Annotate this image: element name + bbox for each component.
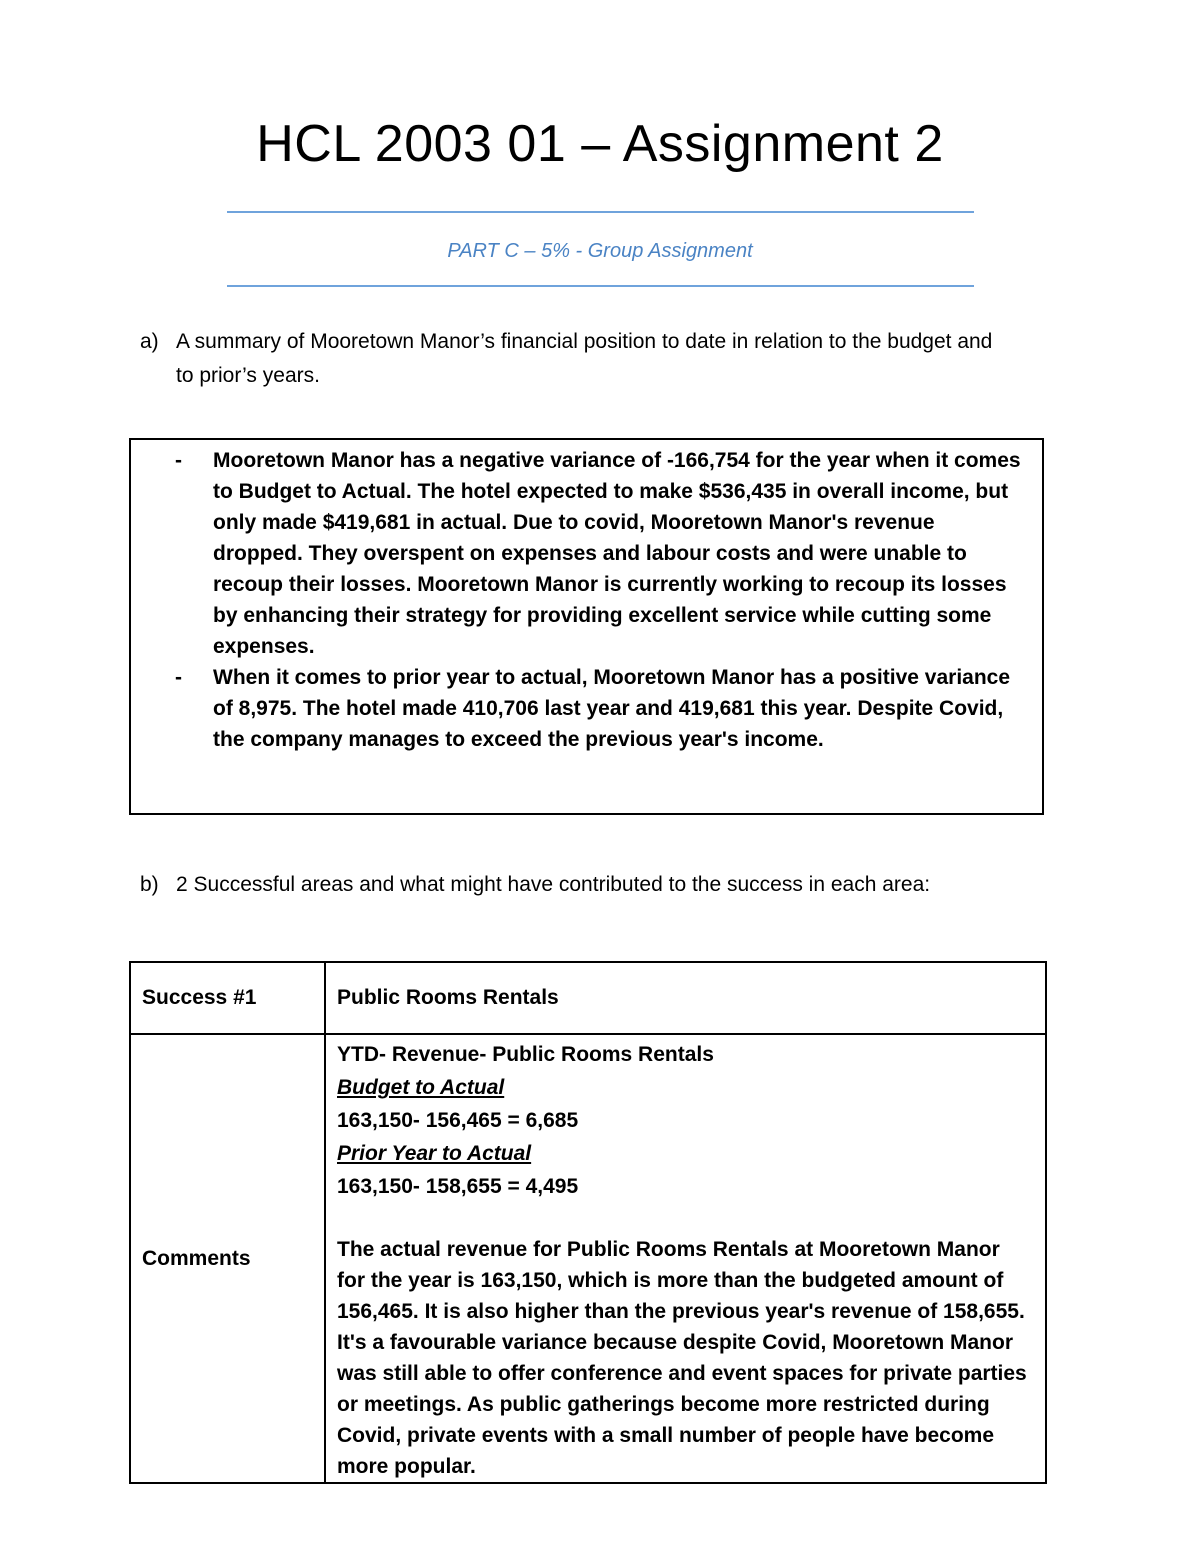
question-a-text: A summary of Mooretown Manor’s financial position to date in relation to the budget and to prior’s years. [176, 330, 993, 387]
question-b-text: 2 Successful areas and what might have contributed to the success in each area: [176, 873, 931, 896]
question-a [140, 325, 1010, 393]
success-label-cell: Success #1 [130, 962, 325, 1034]
summary-box [129, 438, 1044, 815]
comments-cell [325, 1034, 1046, 1483]
summary-point [175, 662, 1025, 755]
summary-point-text: Mooretown Manor has a negative variance of -166,754 for the year when it comes to Budget to Actual. The hotel expected to make $536,435 in overall income, but only made $419,681 in actual. Due to covid, Mooretown Manor's revenue dropped. They overspent on expenses and labour costs and were unable to recoup their losses. Mooretown Manor is currently working to recoup its losses by enhancing their strategy for providing excellent service while cutting some expenses. [213, 449, 1021, 658]
summary-point-text: When it comes to prior year to actual, Mooretown Manor has a positive variance of 8,975. The hotel made 410,706 last year and 419,681 this year. Despite Covid, the company manages to exceed the previous year's income. [213, 666, 1011, 751]
table-row [130, 1034, 1046, 1483]
budget-calculation: 163,150- 156,465 = 6,685 [337, 1109, 579, 1132]
question-a-marker: a) [140, 330, 159, 353]
bullet-dash: - [175, 449, 182, 472]
revenue-heading: YTD- Revenue- Public Rooms Rentals [337, 1043, 714, 1066]
success-comment: The actual revenue for Public Rooms Rentals at Mooretown Manor for the year is 163,150, which is more than the budgeted amount of 156,465. It is also higher than the previous year's revenue of 158,655. It's a favourable variance because despite Covid, Mooretown Manor was still able to offer conference and event spaces for private parties or meetings. As public gatherings become more restricted during Covid, private events with a small number of people have become more popular. [337, 1238, 1027, 1478]
summary-point [175, 445, 1025, 662]
title-divider-top [227, 211, 974, 213]
budget-to-actual-label: Budget to Actual [337, 1076, 505, 1099]
question-b [140, 868, 1010, 902]
success-area-cell: Public Rooms Rentals [325, 962, 1046, 1034]
summary-list [175, 445, 1025, 755]
prior-year-label: Prior Year to Actual [337, 1142, 532, 1165]
document-subtitle: PART C – 5% - Group Assignment [447, 240, 753, 262]
title-divider-bottom [227, 285, 974, 287]
table-row [130, 962, 1046, 1034]
prior-year-calculation: 163,150- 158,655 = 4,495 [337, 1175, 579, 1198]
document-title: HCL 2003 01 – Assignment 2 [256, 115, 944, 173]
bullet-dash: - [175, 666, 182, 689]
success-table [129, 961, 1047, 1484]
comments-label-cell: Comments [130, 1034, 325, 1483]
question-b-marker: b) [140, 873, 159, 896]
spacer [337, 1203, 1045, 1234]
